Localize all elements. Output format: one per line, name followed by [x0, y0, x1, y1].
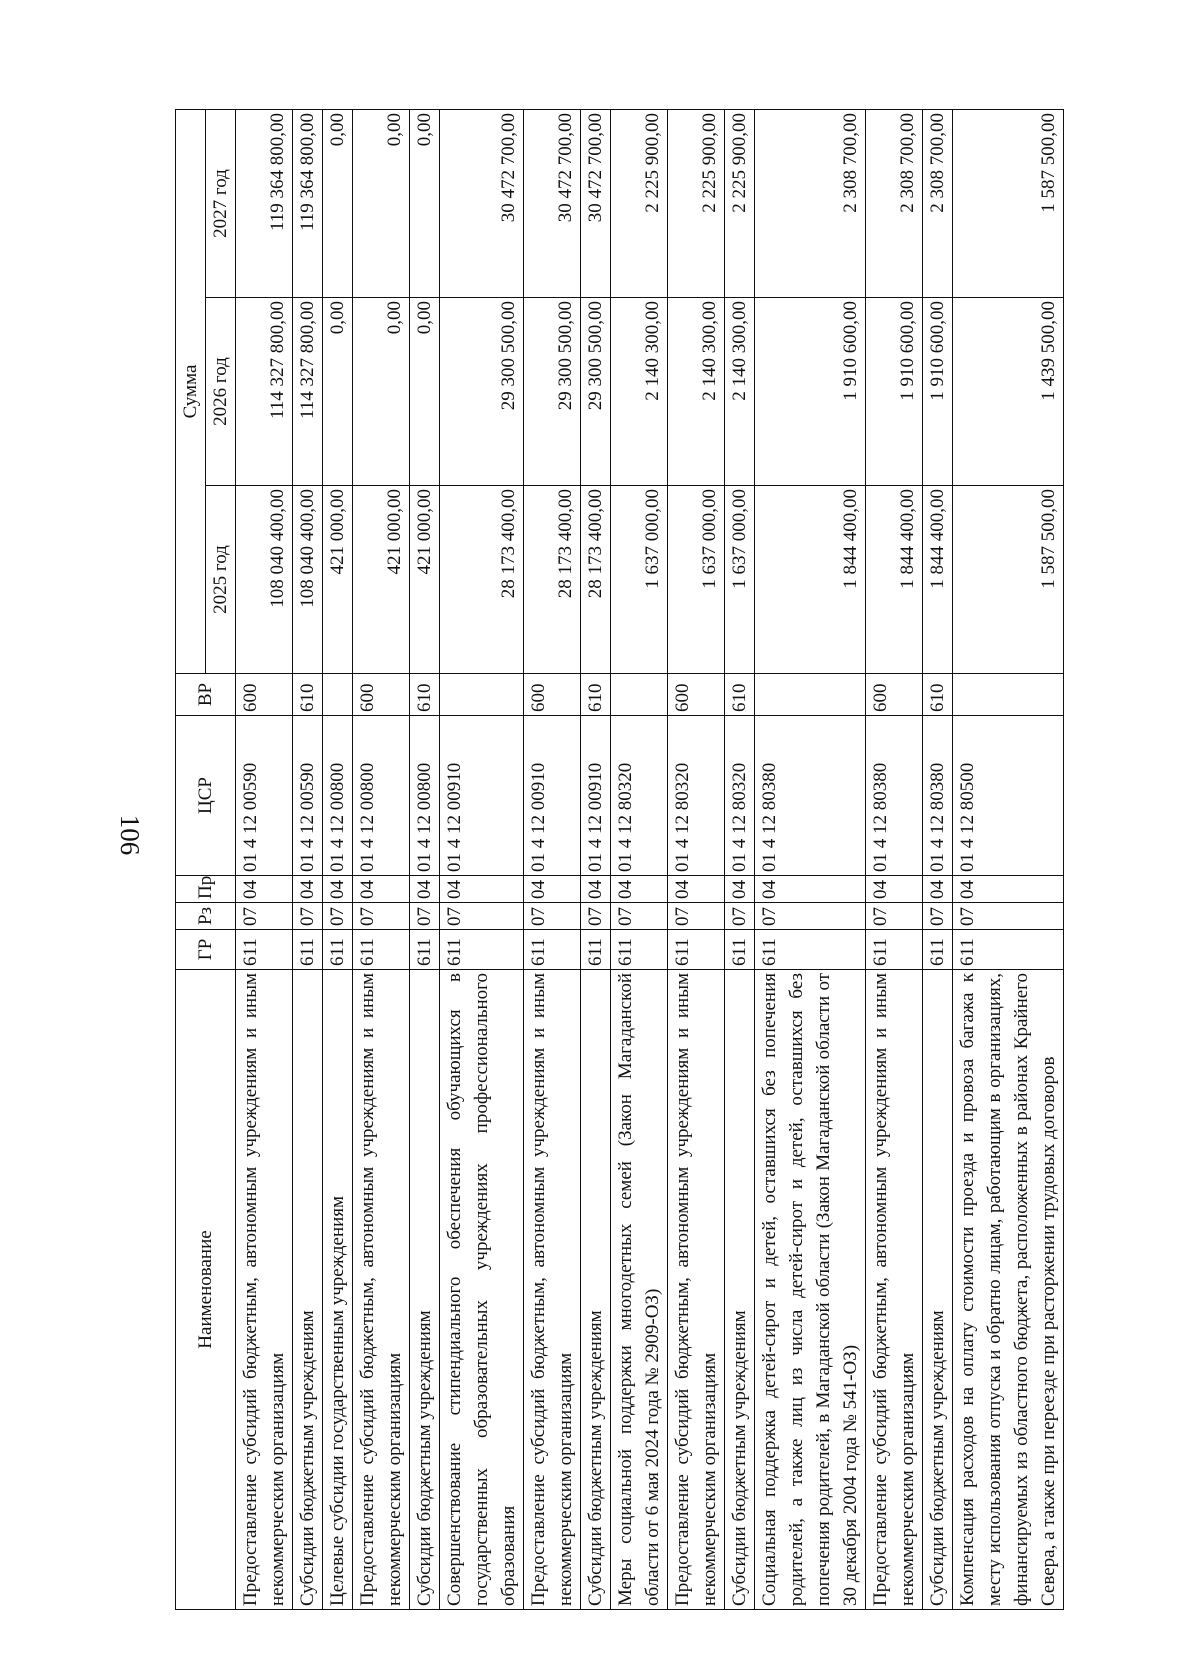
row-amount-2025: 108 040 400,00: [236, 486, 293, 674]
header-year-2027: 2027 год: [206, 109, 236, 297]
row-amount-2026: 29 300 500,00: [440, 298, 524, 486]
table-body: [236, 109, 1064, 1609]
row-amount-2025: 28 173 400,00: [440, 486, 524, 674]
row-name: Субсидии бюджетным учреждениям: [581, 970, 611, 1610]
header-year-2026: 2026 год: [206, 298, 236, 486]
row-vr: 600: [524, 674, 581, 716]
row-amount-2026: 1 910 600,00: [923, 298, 953, 486]
row-pr: 04: [755, 876, 866, 903]
row-gr: 611: [581, 930, 611, 970]
row-gr: 611: [353, 930, 410, 970]
row-pr: 04: [293, 876, 323, 903]
row-amount-2026: 0,00: [410, 298, 440, 486]
row-pr: 04: [524, 876, 581, 903]
table-row: [581, 109, 611, 1609]
row-vr: [440, 674, 524, 716]
row-gr: 611: [293, 930, 323, 970]
table-row: [293, 109, 323, 1609]
row-name: Субсидии бюджетным учреждениям: [725, 970, 755, 1610]
row-rz: 07: [410, 903, 440, 930]
row-rz: 07: [353, 903, 410, 930]
row-amount-2027: 119 364 800,00: [293, 109, 323, 297]
table-row: [410, 109, 440, 1609]
row-gr: 611: [725, 930, 755, 970]
table-row: [866, 109, 923, 1609]
row-amount-2026: 29 300 500,00: [581, 298, 611, 486]
row-name: Целевые субсидии государственным учреждениям: [323, 970, 353, 1610]
row-gr: 611: [440, 930, 524, 970]
row-vr: 600: [236, 674, 293, 716]
row-pr: 04: [410, 876, 440, 903]
table-row: [353, 109, 410, 1609]
row-amount-2027: 1 587 500,00: [953, 109, 1064, 297]
row-name: Предоставление субсидий бюджетным, автономным учреждениям и иным некоммерческим организациям: [353, 970, 410, 1610]
row-pr: 04: [611, 876, 668, 903]
row-vr: 610: [410, 674, 440, 716]
row-amount-2027: 2 308 700,00: [755, 109, 866, 297]
row-amount-2025: 1 587 500,00: [953, 486, 1064, 674]
header-sum: Сумма: [176, 109, 206, 673]
row-amount-2027: 0,00: [353, 109, 410, 297]
row-amount-2025: 1 844 400,00: [755, 486, 866, 674]
table-header: [176, 109, 236, 1609]
row-amount-2026: 2 140 300,00: [611, 298, 668, 486]
row-rz: 07: [611, 903, 668, 930]
row-amount-2027: 30 472 700,00: [440, 109, 524, 297]
row-vr: [323, 674, 353, 716]
row-amount-2027: 30 472 700,00: [524, 109, 581, 297]
row-amount-2025: 1 637 000,00: [668, 486, 725, 674]
row-rz: 07: [725, 903, 755, 930]
row-name: Субсидии бюджетным учреждениям: [923, 970, 953, 1610]
row-vr: 610: [923, 674, 953, 716]
row-name: Совершенствование стипендиального обеспечения обучающихся в государственных образовательных учреждениях профессионального образования: [440, 970, 524, 1610]
row-name: Субсидии бюджетным учреждениям: [410, 970, 440, 1610]
row-csr: 01 4 12 80500: [953, 716, 1064, 876]
row-rz: 07: [293, 903, 323, 930]
row-csr: 01 4 12 00910: [524, 716, 581, 876]
row-csr: 01 4 12 00590: [236, 716, 293, 876]
row-vr: 600: [668, 674, 725, 716]
row-pr: 04: [668, 876, 725, 903]
row-amount-2027: 30 472 700,00: [581, 109, 611, 297]
row-amount-2026: 0,00: [323, 298, 353, 486]
header-pr: Пр: [176, 876, 236, 903]
row-amount-2025: 28 173 400,00: [524, 486, 581, 674]
row-name: Предоставление субсидий бюджетным, автономным учреждениям и иным некоммерческим организациям: [524, 970, 581, 1610]
row-csr: 01 4 12 80380: [755, 716, 866, 876]
row-csr: 01 4 12 00590: [293, 716, 323, 876]
row-rz: 07: [524, 903, 581, 930]
table-row: [524, 109, 581, 1609]
budget-table-sheet: [175, 110, 1059, 1610]
row-csr: 01 4 12 80320: [725, 716, 755, 876]
row-name: Предоставление субсидий бюджетным, автономным учреждениям и иным некоммерческим организациям: [236, 970, 293, 1610]
row-amount-2027: 2 225 900,00: [725, 109, 755, 297]
row-amount-2026: 29 300 500,00: [524, 298, 581, 486]
row-gr: 611: [410, 930, 440, 970]
row-csr: 01 4 12 80380: [923, 716, 953, 876]
row-amount-2026: 114 327 800,00: [293, 298, 323, 486]
row-rz: 07: [953, 903, 1064, 930]
header-gr: ГР: [176, 930, 236, 970]
row-amount-2027: 2 308 700,00: [923, 109, 953, 297]
row-pr: 04: [353, 876, 410, 903]
row-amount-2025: 421 000,00: [323, 486, 353, 674]
row-pr: 04: [923, 876, 953, 903]
row-csr: 01 4 12 00800: [353, 716, 410, 876]
table-row: [323, 109, 353, 1609]
row-csr: 01 4 12 80380: [866, 716, 923, 876]
header-csr: ЦСР: [176, 716, 236, 876]
row-amount-2025: 421 000,00: [410, 486, 440, 674]
row-vr: 610: [725, 674, 755, 716]
row-amount-2027: 119 364 800,00: [236, 109, 293, 297]
row-rz: 07: [923, 903, 953, 930]
table-row: [725, 109, 755, 1609]
row-amount-2025: 28 173 400,00: [581, 486, 611, 674]
table-row: [755, 109, 866, 1609]
row-csr: 01 4 12 00800: [410, 716, 440, 876]
row-gr: 611: [755, 930, 866, 970]
table-row: [236, 109, 293, 1609]
row-rz: 07: [866, 903, 923, 930]
row-name: Меры социальной поддержки многодетных семей (Закон Магаданской области от 6 мая 2024 года № 2909-ОЗ): [611, 970, 668, 1610]
row-vr: 600: [866, 674, 923, 716]
row-name: Предоставление субсидий бюджетным, автономным учреждениям и иным некоммерческим организациям: [668, 970, 725, 1610]
budget-table: [175, 109, 1064, 1610]
row-vr: [611, 674, 668, 716]
header-rz: Рз: [176, 903, 236, 930]
row-csr: 01 4 12 00910: [581, 716, 611, 876]
row-vr: [755, 674, 866, 716]
row-amount-2025: 1 637 000,00: [611, 486, 668, 674]
header-name: Наименование: [176, 970, 236, 1610]
row-pr: 04: [866, 876, 923, 903]
row-csr: 01 4 12 80320: [611, 716, 668, 876]
row-amount-2026: 1 910 600,00: [866, 298, 923, 486]
row-amount-2027: 2 225 900,00: [611, 109, 668, 297]
row-pr: 04: [581, 876, 611, 903]
row-amount-2025: 1 844 400,00: [923, 486, 953, 674]
header-vr: ВР: [176, 674, 236, 716]
row-amount-2027: 2 308 700,00: [866, 109, 923, 297]
row-vr: 610: [581, 674, 611, 716]
row-pr: 04: [323, 876, 353, 903]
row-rz: 07: [755, 903, 866, 930]
row-csr: 01 4 12 80320: [668, 716, 725, 876]
row-pr: 04: [953, 876, 1064, 903]
row-rz: 07: [236, 903, 293, 930]
row-amount-2027: 0,00: [323, 109, 353, 297]
row-name: Социальная поддержка детей-сирот и детей, оставшихся без попечения родителей, а также лиц из числа детей-сирот и детей, оставшихся без попечения родителей, в Магаданской области (Закон Магаданской области от 30 декабря 2004 года № 541-ОЗ): [755, 970, 866, 1610]
row-amount-2025: 108 040 400,00: [293, 486, 323, 674]
row-amount-2026: 0,00: [353, 298, 410, 486]
row-amount-2026: 114 327 800,00: [236, 298, 293, 486]
row-csr: 01 4 12 00910: [440, 716, 524, 876]
table-row: [611, 109, 668, 1609]
row-vr: 600: [353, 674, 410, 716]
row-gr: 611: [866, 930, 923, 970]
row-pr: 04: [725, 876, 755, 903]
row-gr: 611: [323, 930, 353, 970]
table-row: [923, 109, 953, 1609]
row-rz: 07: [581, 903, 611, 930]
table-row: [668, 109, 725, 1609]
row-name: Предоставление субсидий бюджетным, автономным учреждениям и иным некоммерческим организациям: [866, 970, 923, 1610]
row-csr: 01 4 12 00800: [323, 716, 353, 876]
row-name: Субсидии бюджетным учреждениям: [293, 970, 323, 1610]
row-amount-2027: 2 225 900,00: [668, 109, 725, 297]
row-amount-2025: 1 637 000,00: [725, 486, 755, 674]
row-pr: 04: [236, 876, 293, 903]
row-amount-2027: 0,00: [410, 109, 440, 297]
row-amount-2026: 1 439 500,00: [953, 298, 1064, 486]
row-amount-2026: 2 140 300,00: [725, 298, 755, 486]
row-rz: 07: [668, 903, 725, 930]
row-gr: 611: [524, 930, 581, 970]
row-rz: 07: [440, 903, 524, 930]
table-row: [440, 109, 524, 1609]
row-amount-2025: 1 844 400,00: [866, 486, 923, 674]
row-vr: [953, 674, 1064, 716]
header-year-2025: 2025 год: [206, 486, 236, 674]
row-vr: 610: [293, 674, 323, 716]
row-gr: 611: [953, 930, 1064, 970]
row-amount-2025: 421 000,00: [353, 486, 410, 674]
row-gr: 611: [923, 930, 953, 970]
row-rz: 07: [323, 903, 353, 930]
row-gr: 611: [611, 930, 668, 970]
page-number: 106: [115, 814, 145, 856]
table-row: [953, 109, 1064, 1609]
row-gr: 611: [236, 930, 293, 970]
row-pr: 04: [440, 876, 524, 903]
row-gr: 611: [668, 930, 725, 970]
row-amount-2026: 2 140 300,00: [668, 298, 725, 486]
row-amount-2026: 1 910 600,00: [755, 298, 866, 486]
row-name: Компенсация расходов на оплату стоимости проезда и провоза багажа к месту использования отпуска и обратно лицам, работающим в организациях, финансируемых из областного бюджета, расположенных в районах Крайнего Севера, а также при переезде при расторжении трудовых договоров: [953, 970, 1064, 1610]
